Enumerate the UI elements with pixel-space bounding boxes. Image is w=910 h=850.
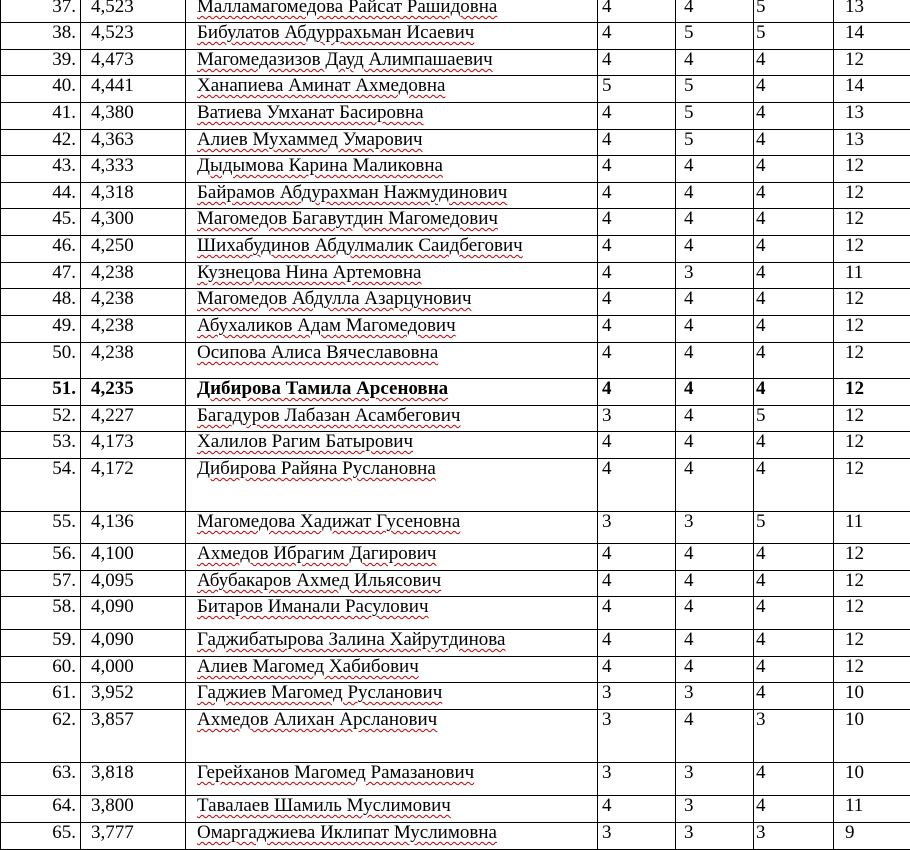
student-name-text: Магомедазизов Дауд Алимпашаевич <box>197 50 493 71</box>
total-score: 13 <box>834 130 910 156</box>
table-row <box>1 823 910 850</box>
grade-3: 5 <box>754 406 834 432</box>
grade-1: 4 <box>598 544 676 571</box>
student-name <box>186 406 598 432</box>
grade-3: 3 <box>754 710 834 763</box>
row-number: 52. <box>1 406 81 432</box>
student-name <box>186 763 598 796</box>
row-number: 38. <box>1 23 81 50</box>
grade-3: 4 <box>754 763 834 796</box>
grade-2: 4 <box>676 432 754 459</box>
grade-1: 4 <box>598 156 676 183</box>
grade-1: 4 <box>598 23 676 50</box>
grade-1: 4 <box>598 183 676 209</box>
rating-score: 4,100 <box>81 544 186 571</box>
rating-score: 4,380 <box>81 103 186 130</box>
grade-3: 4 <box>754 263 834 289</box>
grade-1: 4 <box>598 343 676 379</box>
table-row <box>1 263 910 289</box>
student-name-text: Гаджибатырова Залина Хайрутдинова <box>197 630 505 651</box>
grade-3: 4 <box>754 103 834 130</box>
row-number: 63. <box>1 763 81 796</box>
student-name <box>186 130 598 156</box>
row-number: 65. <box>1 823 81 850</box>
student-name <box>186 103 598 130</box>
table-row <box>1 630 910 657</box>
student-name <box>186 316 598 343</box>
table-row <box>1 544 910 571</box>
student-name <box>186 657 598 683</box>
student-name-text: Халилов Рагим Батырович <box>197 432 413 453</box>
grade-1: 4 <box>598 0 676 23</box>
student-name-text: Кузнецова Нина Артемовна <box>197 263 421 284</box>
grade-2: 5 <box>676 23 754 50</box>
rating-score: 4,333 <box>81 156 186 183</box>
total-score: 12 <box>834 316 910 343</box>
rating-score: 4,250 <box>81 236 186 263</box>
total-score: 12 <box>834 657 910 683</box>
table-row <box>1 683 910 710</box>
student-name <box>186 156 598 183</box>
student-name <box>186 544 598 571</box>
student-name <box>186 512 598 544</box>
grade-1: 4 <box>598 130 676 156</box>
row-number: 64. <box>1 796 81 823</box>
row-number: 57. <box>1 571 81 597</box>
grade-1: 4 <box>598 103 676 130</box>
total-score: 14 <box>834 76 910 103</box>
table-row <box>1 209 910 236</box>
total-score: 9 <box>834 823 910 850</box>
grade-3: 4 <box>754 316 834 343</box>
total-score: 12 <box>834 379 910 406</box>
total-score: 12 <box>834 432 910 459</box>
grade-1: 3 <box>598 512 676 544</box>
total-score: 11 <box>834 796 910 823</box>
total-score: 12 <box>834 544 910 571</box>
student-name <box>186 459 598 512</box>
rating-score: 3,818 <box>81 763 186 796</box>
grade-2: 5 <box>676 103 754 130</box>
table-row <box>1 0 910 23</box>
total-score: 12 <box>834 183 910 209</box>
student-name-text: Байрамов Абдурахман Нажмудинович <box>197 183 507 204</box>
grade-1: 4 <box>598 263 676 289</box>
grade-3: 4 <box>754 683 834 710</box>
student-name-text: Шихабудинов Абдулмалик Саидбегович <box>197 236 523 257</box>
rating-score: 4,238 <box>81 289 186 316</box>
grade-3: 4 <box>754 183 834 209</box>
grade-1: 3 <box>598 683 676 710</box>
grade-3: 5 <box>754 0 834 23</box>
rating-score: 4,318 <box>81 183 186 209</box>
grade-3: 4 <box>754 571 834 597</box>
grade-1: 4 <box>598 50 676 76</box>
rating-score: 4,300 <box>81 209 186 236</box>
student-name-text: Абубакаров Ахмед Ильясович <box>197 571 441 592</box>
total-score: 11 <box>834 512 910 544</box>
grade-3: 4 <box>754 544 834 571</box>
grade-2: 3 <box>676 763 754 796</box>
grade-2: 4 <box>676 571 754 597</box>
student-name-text: Ханапиева Аминат Ахмедовна <box>197 76 445 97</box>
table-row <box>1 763 910 796</box>
row-number: 59. <box>1 630 81 657</box>
student-name-text: Тавалаев Шамиль Муслимович <box>197 796 451 817</box>
student-name-text: Магомедов Багавутдин Магомедович <box>197 209 498 230</box>
grade-2: 4 <box>676 544 754 571</box>
grade-3: 4 <box>754 343 834 379</box>
grade-3: 4 <box>754 657 834 683</box>
student-name-text: Магомедова Хадижат Гусеновна <box>197 512 460 533</box>
grade-2: 4 <box>676 630 754 657</box>
student-name <box>186 630 598 657</box>
rating-score: 3,777 <box>81 823 186 850</box>
row-number: 62. <box>1 710 81 763</box>
row-number: 56. <box>1 544 81 571</box>
student-name <box>186 209 598 236</box>
total-score: 10 <box>834 683 910 710</box>
grade-3: 3 <box>754 823 834 850</box>
row-number: 48. <box>1 289 81 316</box>
grade-1: 3 <box>598 406 676 432</box>
student-name-text: Багадуров Лабазан Асамбегович <box>197 406 460 427</box>
row-number: 44. <box>1 183 81 209</box>
grade-1: 3 <box>598 823 676 850</box>
grade-2: 4 <box>676 657 754 683</box>
rating-score: 4,235 <box>81 379 186 406</box>
grade-1: 4 <box>598 432 676 459</box>
table-row <box>1 710 910 763</box>
grade-3: 4 <box>754 236 834 263</box>
row-number: 43. <box>1 156 81 183</box>
grade-2: 3 <box>676 683 754 710</box>
table-row <box>1 459 910 512</box>
total-score: 13 <box>834 103 910 130</box>
row-number: 39. <box>1 50 81 76</box>
student-name <box>186 432 598 459</box>
table-row <box>1 183 910 209</box>
total-score: 14 <box>834 23 910 50</box>
grade-1: 4 <box>598 379 676 406</box>
table-row <box>1 236 910 263</box>
student-name <box>186 236 598 263</box>
student-name <box>186 710 598 763</box>
student-name <box>186 183 598 209</box>
total-score: 12 <box>834 630 910 657</box>
total-score: 11 <box>834 263 910 289</box>
grade-1: 5 <box>598 76 676 103</box>
rating-score: 4,090 <box>81 597 186 630</box>
grade-1: 4 <box>598 289 676 316</box>
grade-2: 5 <box>676 130 754 156</box>
grade-3: 4 <box>754 209 834 236</box>
student-name-text: Дибирова Райяна Руслановна <box>197 459 436 480</box>
table-row <box>1 512 910 544</box>
rating-score: 4,441 <box>81 76 186 103</box>
grade-2: 4 <box>676 710 754 763</box>
total-score: 12 <box>834 236 910 263</box>
grade-1: 3 <box>598 763 676 796</box>
total-score: 12 <box>834 597 910 630</box>
grade-2: 4 <box>676 50 754 76</box>
total-score: 12 <box>834 209 910 236</box>
rating-score: 4,238 <box>81 343 186 379</box>
total-score: 12 <box>834 156 910 183</box>
rating-score: 4,095 <box>81 571 186 597</box>
row-number: 61. <box>1 683 81 710</box>
rating-score: 4,523 <box>81 23 186 50</box>
rating-score: 4,523 <box>81 0 186 23</box>
student-name-text: Магомедов Абдулла Азарцунович <box>197 289 472 310</box>
rating-score: 4,473 <box>81 50 186 76</box>
table-body <box>1 0 910 850</box>
grade-2: 4 <box>676 156 754 183</box>
grade-3: 4 <box>754 50 834 76</box>
grade-1: 4 <box>598 796 676 823</box>
grade-1: 4 <box>598 657 676 683</box>
total-score: 12 <box>834 289 910 316</box>
student-name <box>186 23 598 50</box>
student-name <box>186 76 598 103</box>
grade-2: 3 <box>676 823 754 850</box>
grade-3: 5 <box>754 512 834 544</box>
grade-1: 3 <box>598 710 676 763</box>
grade-3: 4 <box>754 379 834 406</box>
student-name <box>186 289 598 316</box>
table-row <box>1 796 910 823</box>
total-score: 10 <box>834 763 910 796</box>
student-name-text: Дыдымова Карина Маликовна <box>197 156 443 177</box>
student-name-text: Алиев Магомед Хабибович <box>197 657 419 678</box>
total-score: 12 <box>834 406 910 432</box>
student-name-text: Малламагомедова Райсат Рашидовна <box>197 0 497 17</box>
table-row <box>1 343 910 379</box>
grade-3: 4 <box>754 156 834 183</box>
rating-score: 4,172 <box>81 459 186 512</box>
table-row <box>1 289 910 316</box>
row-number: 46. <box>1 236 81 263</box>
row-number: 50. <box>1 343 81 379</box>
grade-2: 3 <box>676 512 754 544</box>
table-row <box>1 432 910 459</box>
student-name <box>186 263 598 289</box>
rating-score: 4,238 <box>81 263 186 289</box>
student-name <box>186 683 598 710</box>
total-score: 12 <box>834 571 910 597</box>
row-number: 41. <box>1 103 81 130</box>
rating-score: 3,857 <box>81 710 186 763</box>
grade-2: 4 <box>676 289 754 316</box>
grade-2: 5 <box>676 76 754 103</box>
rating-score: 4,173 <box>81 432 186 459</box>
grade-2: 4 <box>676 406 754 432</box>
row-number: 51. <box>1 379 81 406</box>
row-number: 42. <box>1 130 81 156</box>
grade-3: 4 <box>754 459 834 512</box>
grade-3: 5 <box>754 23 834 50</box>
student-name <box>186 796 598 823</box>
student-name-text: Битаров Иманали Расулович <box>197 597 429 618</box>
grade-3: 4 <box>754 289 834 316</box>
grade-2: 4 <box>676 0 754 23</box>
student-name <box>186 343 598 379</box>
table-row <box>1 406 910 432</box>
student-name-text: Алиев Мухаммед Умарович <box>197 130 423 151</box>
grade-2: 4 <box>676 459 754 512</box>
rating-score: 4,238 <box>81 316 186 343</box>
grade-3: 4 <box>754 130 834 156</box>
student-name <box>186 0 598 23</box>
grade-3: 4 <box>754 432 834 459</box>
total-score: 12 <box>834 343 910 379</box>
rating-score: 4,090 <box>81 630 186 657</box>
grade-2: 4 <box>676 379 754 406</box>
grade-3: 4 <box>754 630 834 657</box>
student-name <box>186 379 598 406</box>
total-score: 12 <box>834 459 910 512</box>
row-number: 47. <box>1 263 81 289</box>
grade-1: 4 <box>598 316 676 343</box>
row-number: 37. <box>1 0 81 23</box>
student-name-text: Ахмедов Алихан Арсланович <box>197 710 437 731</box>
student-name <box>186 823 598 850</box>
grade-1: 4 <box>598 459 676 512</box>
table-row <box>1 50 910 76</box>
student-name-text: Омаргаджиева Иклипат Муслимовна <box>197 823 497 844</box>
grade-2: 4 <box>676 209 754 236</box>
grade-1: 4 <box>598 236 676 263</box>
grade-3: 4 <box>754 597 834 630</box>
table-row <box>1 657 910 683</box>
student-name-text: Абухаликов Адам Магомедович <box>197 316 456 337</box>
grade-1: 4 <box>598 630 676 657</box>
table-row <box>1 76 910 103</box>
rating-score: 4,363 <box>81 130 186 156</box>
grade-3: 4 <box>754 76 834 103</box>
row-number: 54. <box>1 459 81 512</box>
grade-1: 4 <box>598 571 676 597</box>
total-score: 13 <box>834 0 910 23</box>
rating-score: 3,952 <box>81 683 186 710</box>
grade-1: 4 <box>598 597 676 630</box>
row-number: 60. <box>1 657 81 683</box>
row-number: 49. <box>1 316 81 343</box>
rating-score: 4,227 <box>81 406 186 432</box>
grade-2: 4 <box>676 343 754 379</box>
total-score: 12 <box>834 50 910 76</box>
row-number: 58. <box>1 597 81 630</box>
rating-score: 4,136 <box>81 512 186 544</box>
table-row <box>1 379 910 406</box>
row-number: 55. <box>1 512 81 544</box>
table-row <box>1 156 910 183</box>
student-name <box>186 50 598 76</box>
grade-2: 4 <box>676 597 754 630</box>
table-row <box>1 103 910 130</box>
student-name-text: Ахмедов Ибрагим Дагирович <box>197 544 436 565</box>
row-number: 53. <box>1 432 81 459</box>
row-number: 45. <box>1 209 81 236</box>
table-row <box>1 130 910 156</box>
total-score: 10 <box>834 710 910 763</box>
student-name <box>186 571 598 597</box>
row-number: 40. <box>1 76 81 103</box>
table-row <box>1 23 910 50</box>
student-name-text: Осипова Алиса Вячеславовна <box>197 343 438 364</box>
grade-2: 3 <box>676 263 754 289</box>
table-row <box>1 571 910 597</box>
grade-2: 4 <box>676 183 754 209</box>
grade-2: 4 <box>676 236 754 263</box>
student-name-text: Бибулатов Абдуррахьман Исаевич <box>197 23 474 44</box>
student-name-text: Дибирова Тамила Арсеновна <box>197 379 448 400</box>
table-row <box>1 316 910 343</box>
student-name-text: Герейханов Магомед Рамазанович <box>197 763 474 784</box>
grade-2: 4 <box>676 316 754 343</box>
grade-3: 4 <box>754 796 834 823</box>
student-name-text: Гаджиев Магомед Русланович <box>197 683 442 704</box>
student-name-text: Ватиева Умханат Басировна <box>197 103 424 124</box>
grade-2: 3 <box>676 796 754 823</box>
rating-score: 4,000 <box>81 657 186 683</box>
rating-score: 3,800 <box>81 796 186 823</box>
student-name <box>186 597 598 630</box>
table-row <box>1 597 910 630</box>
grade-1: 4 <box>598 209 676 236</box>
